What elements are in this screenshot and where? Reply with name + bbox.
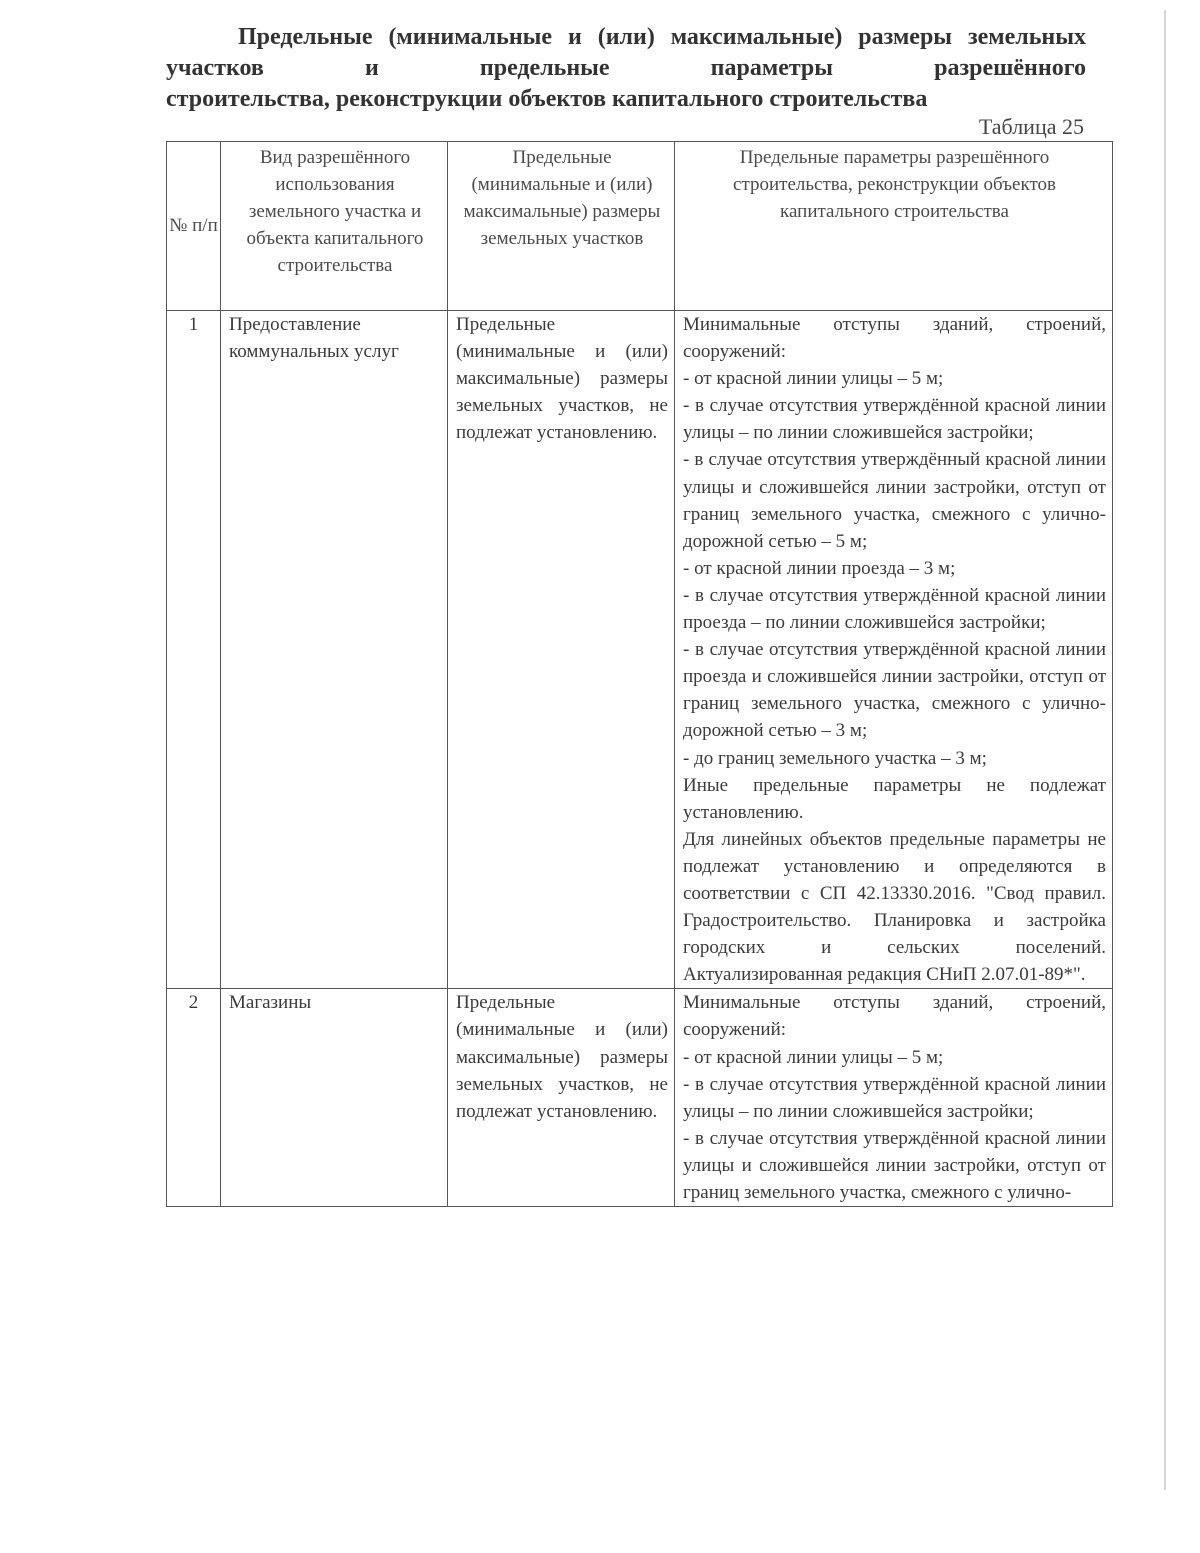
param-line: - в случае отсутствия утверждённой красной линии улицы и сложившейся линии застройки, отступ от границ земельного участка, смежного с улично- <box>683 1127 1106 1203</box>
param-line: - до границ земельного участка – 3 м; <box>683 747 987 769</box>
page-edge-line <box>1164 10 1166 1490</box>
param-line: - от красной линии проезда – 3 м; <box>683 557 956 579</box>
row-type: Предоставление коммунальных услуг <box>221 311 448 989</box>
param-line: - в случае отсутствия утверждённой красной линии проезда и сложившейся линии застройки, отступ от границ земельного участка, смежного с улично-дорожной сетью – 3 м; <box>683 639 1106 742</box>
table-row <box>167 989 1113 1207</box>
row-params <box>675 989 1113 1207</box>
param-line: - в случае отсутствия утверждённой красной линии улицы – по линии сложившейся застройки; <box>683 1073 1106 1122</box>
param-line: - в случае отсутствия утверждённый красной линии улицы и сложившейся линии застройки, отступ от границ земельного участка, смежного с улично-дорожной сетью – 5 м; <box>683 449 1106 552</box>
param-line: - от красной линии улицы – 5 м; <box>683 1046 944 1068</box>
title-line-3: строительства, реконструкции объектов капитального строительства <box>166 86 928 112</box>
row-sizes: Предельные (минимальные и (или) максимальные) размеры земельных участков, не подлежат установлению. <box>448 311 675 989</box>
title-line-1: Предельные (минимальные и (или) максимальные) размеры <box>238 24 953 50</box>
param-line: Минимальные отступы зданий, строений, сооружений: <box>683 992 1106 1041</box>
document-title <box>166 22 1086 115</box>
title-line-2: земельных участков и предельные параметры разрешённого <box>166 24 1086 81</box>
param-line: Для линейных объектов предельные параметры не подлежат установлению и определяются в соответствии с СП 42.13330.2016. "Свод правил. Градостроительство. Планировка и застройка городских и сельских поселений. Актуализированная редакция СНиП 2.07.01-89*". <box>683 828 1106 986</box>
header-sizes: Предельные (минимальные и (или) максимальные) размеры земельных участков <box>448 142 675 311</box>
table-header-row <box>167 142 1113 311</box>
param-line: - в случае отсутствия утверждённой красной линии улицы – по линии сложившейся застройки; <box>683 395 1106 444</box>
document-page <box>166 22 1112 1207</box>
param-line: Минимальные отступы зданий, строений, сооружений: <box>683 314 1106 363</box>
row-num: 1 <box>167 311 221 989</box>
header-num: № п/п <box>167 142 221 311</box>
param-line: - в случае отсутствия утверждённой красной линии проезда – по линии сложившейся застройки; <box>683 584 1106 634</box>
header-params: Предельные параметры разрешённого строительства, реконструкции объектов капитального строительства <box>675 142 1113 311</box>
row-params <box>675 311 1113 989</box>
row-type: Магазины <box>221 989 448 1207</box>
header-type: Вид разрешённого использования земельного участка и объекта капитального строительства <box>221 142 448 311</box>
param-line: Иные предельные параметры не подлежат установлению. <box>683 774 1106 823</box>
row-num: 2 <box>167 989 221 1207</box>
table-number: Таблица 25 <box>978 114 1084 139</box>
table-row <box>167 311 1113 989</box>
row-sizes: Предельные (минимальные и (или) максимальные) размеры земельных участков, не подлежат установлению. <box>448 989 675 1207</box>
limits-table <box>166 141 1113 1207</box>
param-line: - от красной линии улицы – 5 м; <box>683 368 944 390</box>
